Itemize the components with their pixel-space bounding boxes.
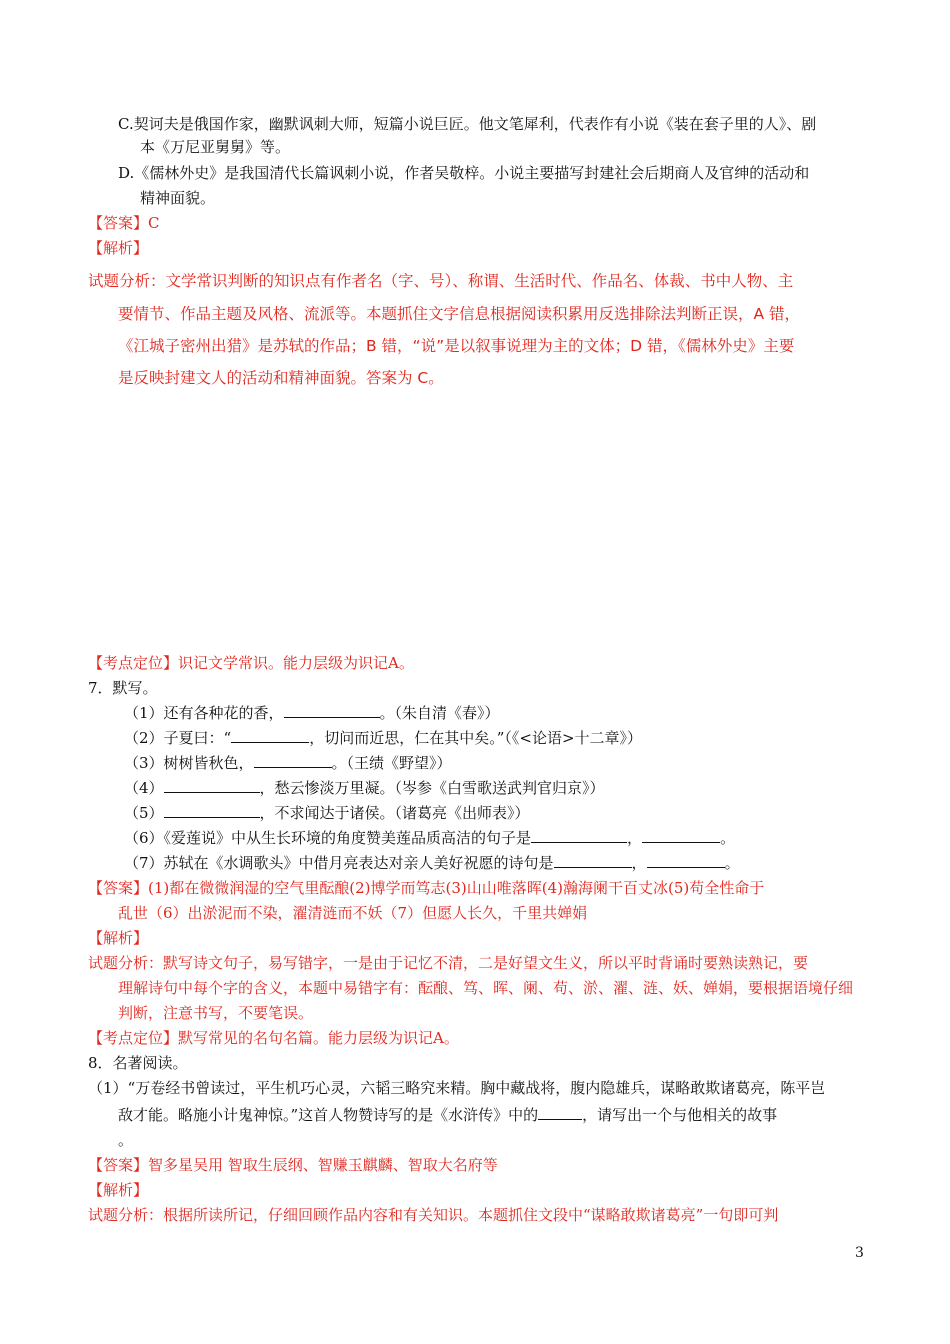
q7-title: 7．默写。: [88, 679, 158, 697]
q6-analysis-line4: 是反映封建文人的活动和精神面貌。答案为 C。: [118, 369, 444, 387]
q8-line2: 敌才能。略施小计鬼神惊。”这首人物赞诗写的是《水浒传》中的 ，请写出一个与他相关的故事: [118, 1106, 778, 1124]
page-number: 3: [855, 1245, 864, 1261]
blank-8[interactable]: [538, 1105, 582, 1120]
q7-analysis-line2: 理解诗句中每个字的含义，本题中易错字有：酝酿、笃、晖、阑、苟、淤、濯、涟、妖、婵娟，要根据语境仔细: [118, 979, 854, 997]
q7-analysis-head: 【解析】: [88, 929, 149, 947]
q8-analysis-line: 试题分析：根据所读所记，仔细回顾作品内容和有关知识。本题抓住文段中“谋略敢欺诸葛亮”一句即可判: [88, 1206, 779, 1224]
blank-7b[interactable]: [647, 853, 725, 868]
q8-analysis-head: 【解析】: [88, 1181, 149, 1199]
choice-d-line1: D.《儒林外史》是我国清代长篇讽刺小说，作者吴敬梓。小说主要描写封建社会后期商人及官绅的活动和: [118, 164, 810, 182]
choice-d-line2: 精神面貌。: [140, 189, 216, 207]
q6-analysis-line3: 《江城子密州出猎》是苏轼的作品；B 错，“说”是以叙事说理为主的文体；D 错，《儒林外史》主要: [118, 337, 795, 355]
q6-analysis-line1: 试题分析：文学常识判断的知识点有作者名（字、号）、称谓、生活时代、作品名、体裁、书中人物、主: [88, 272, 794, 290]
q8-line3: 。: [118, 1131, 134, 1149]
q8-line1: （1）“万卷经书曾读过，平生机巧心灵，六韬三略究来精。胸中藏战将，腹内隐雄兵，谋略敢欺诸葛亮，陈平岂: [88, 1079, 826, 1097]
q6-kaodian: 【考点定位】识记文学常识。能力层级为识记A。: [88, 654, 414, 672]
blank-7a[interactable]: [554, 853, 632, 868]
q7-item-2: （2）子夏曰：“ ，切问而近思，仁在其中矣。”（《<论语>十二章》）: [124, 729, 643, 747]
blank-1[interactable]: [284, 703, 380, 718]
blank-5[interactable]: [164, 803, 260, 818]
q7-item-4: （4） ，愁云惨淡万里凝。（岑参《白雪歌送武判官归京》）: [124, 779, 605, 797]
blank-3[interactable]: [254, 753, 332, 768]
blank-2[interactable]: [231, 728, 309, 743]
q7-item-3: （3）树树皆秋色， 。（王绩《野望》）: [124, 754, 452, 772]
q8-answer: 【答案】智多星吴用 智取生辰纲、智赚玉麒麟、智取大名府等: [88, 1156, 498, 1174]
q6-analysis-head: 【解析】: [88, 239, 149, 257]
choice-c-line1: C.契诃夫是俄国作家，幽默讽刺大师，短篇小说巨匠。他文笔犀利，代表作有小说《装在套子里的人》、剧: [118, 115, 817, 133]
blank-6b[interactable]: [642, 828, 720, 843]
q7-analysis-line1: 试题分析：默写诗文句子，易写错字，一是由于记忆不清，二是好望文生义，所以平时背诵时要熟读熟记，要: [88, 954, 809, 972]
q7-item-5: （5） ，不求闻达于诸侯。（诸葛亮《出师表》）: [124, 804, 530, 822]
q7-item-1: （1）还有各种花的香， 。（朱自清《春》）: [124, 704, 500, 722]
blank-6a[interactable]: [531, 828, 627, 843]
q7-analysis-line3: 判断，注意书写，不要笔误。: [118, 1004, 314, 1022]
q7-answer-line2: 乱世（6）出淤泥而不染，濯清涟而不妖（7）但愿人长久，千里共婵娟: [118, 904, 588, 922]
q6-answer: 【答案】C: [88, 214, 160, 232]
q7-kaodian: 【考点定位】默写常见的名句名篇。能力层级为识记A。: [88, 1029, 459, 1047]
q6-analysis-line2: 要情节、作品主题及风格、流派等。本题抓住文字信息根据阅读积累用反选排除法判断正误，A 错，: [118, 305, 801, 323]
blank-4[interactable]: [164, 778, 260, 793]
q7-item-6: （6）《爱莲说》中从生长环境的角度赞美莲品质高洁的句子是 ， 。: [124, 829, 736, 847]
q7-answer-line1: 【答案】(1)都在微微润湿的空气里酝酿(2)博学而笃志(3)山山唯落晖(4)瀚海阑干百丈冰(5)苟全性命于: [88, 879, 765, 897]
choice-c-line2: 本《万尼亚舅舅》等。: [140, 138, 291, 156]
q7-item-7: （7）苏轼在《水调歌头》中借月亮表达对亲人美好祝愿的诗句是 ， 。: [124, 854, 740, 872]
q8-title: 8．名著阅读。: [88, 1054, 188, 1072]
